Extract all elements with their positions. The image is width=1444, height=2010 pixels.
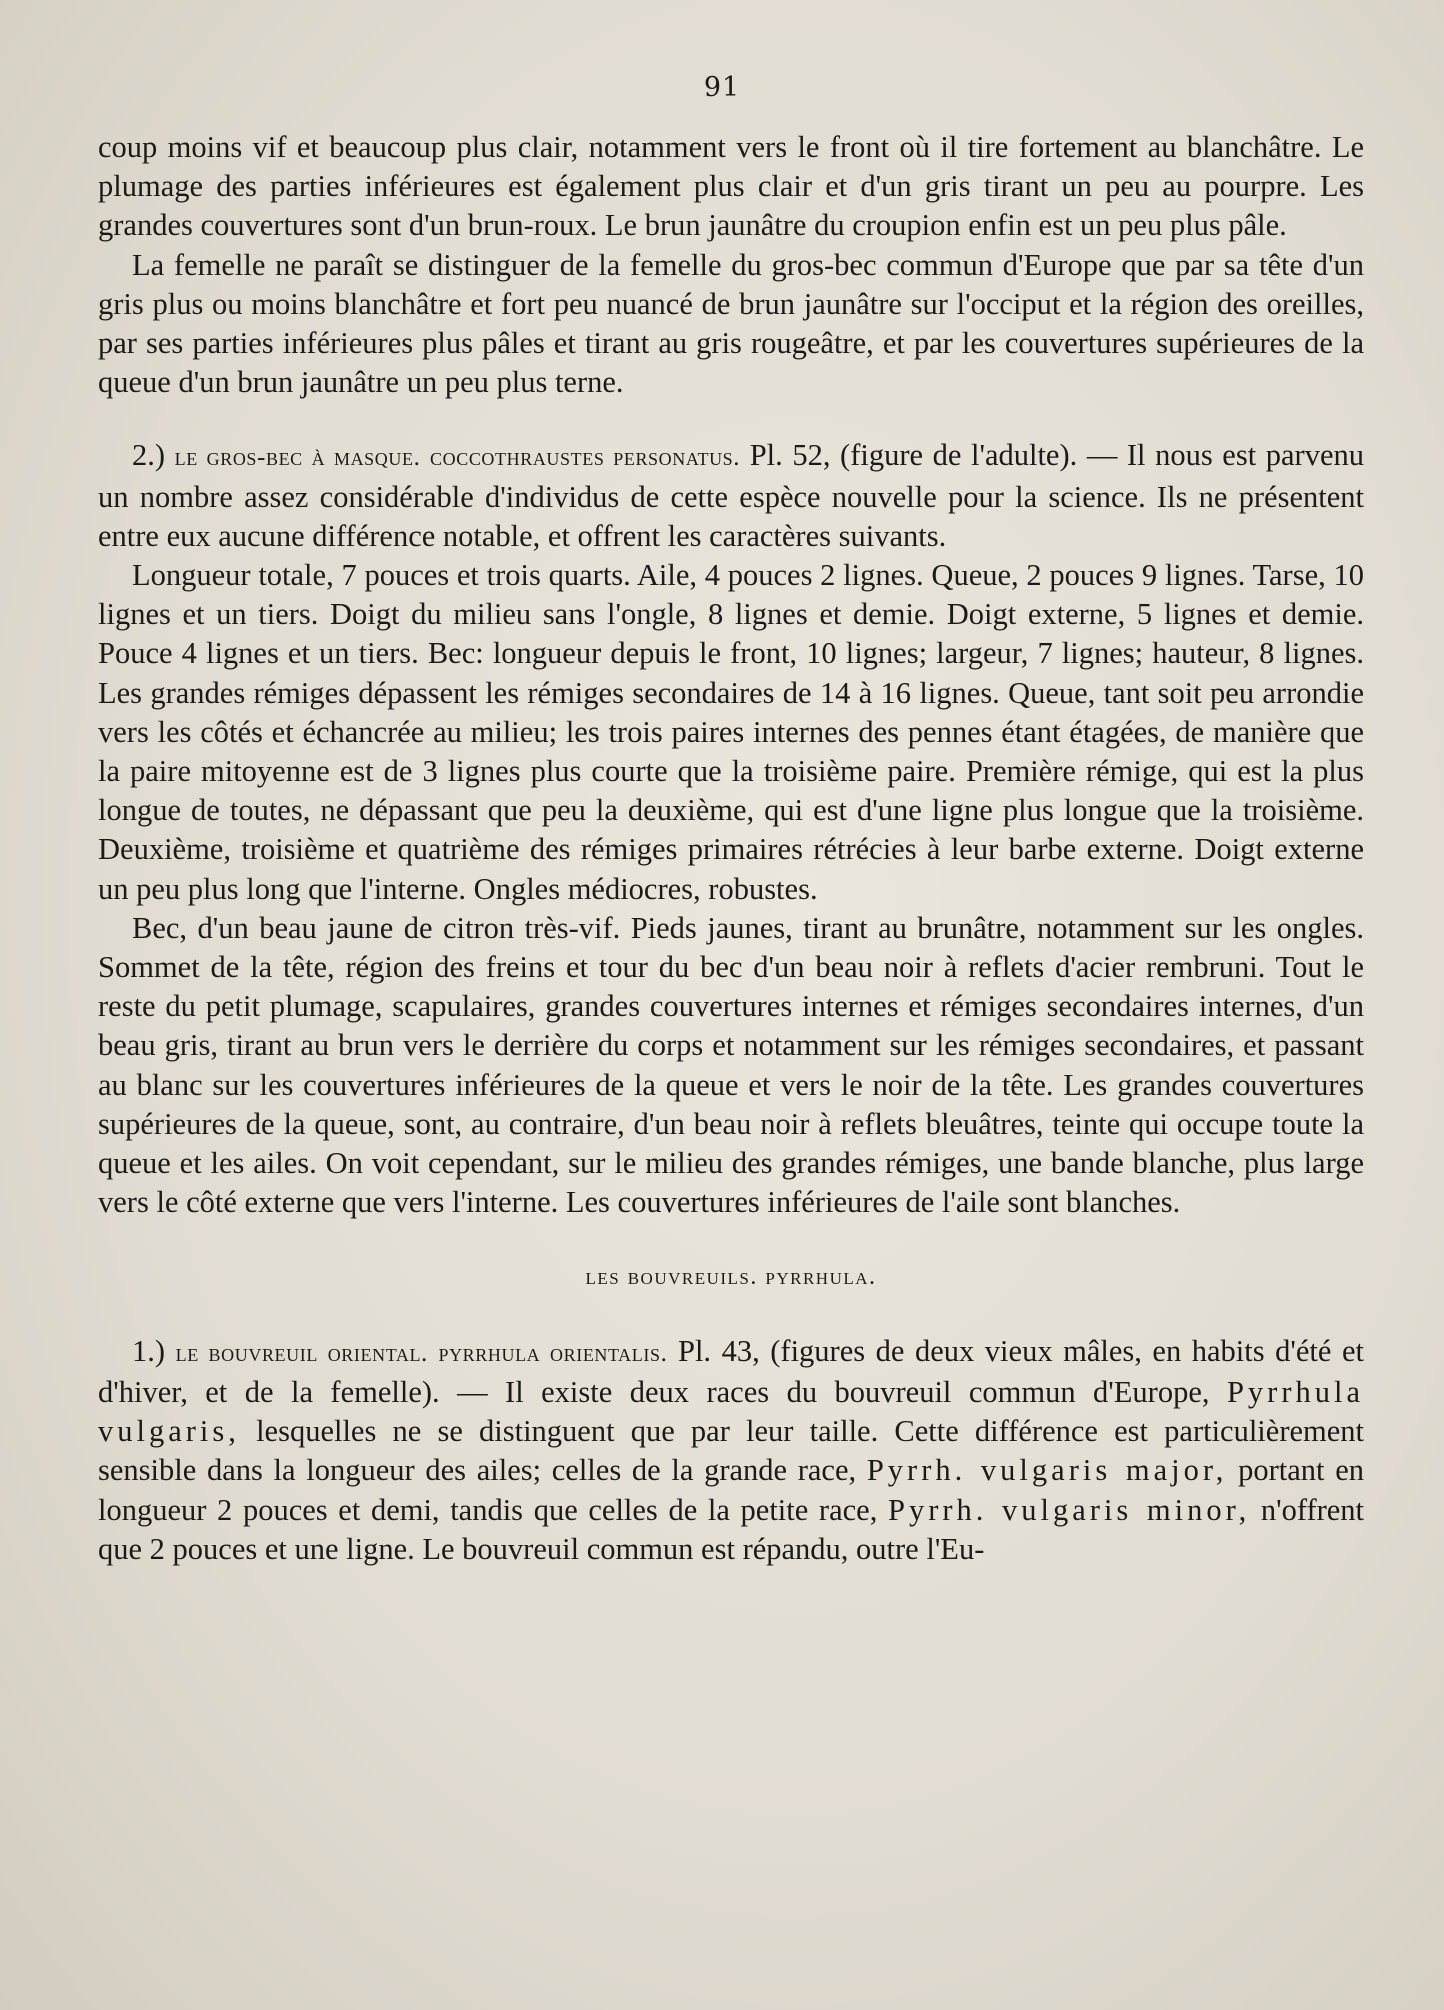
section-heading: les bouvreuils. pyrrhula. [585,1264,877,1291]
page-number: 91 [703,72,741,103]
entry-text-a: Pl. 43, (figures de deux vieux mâles, en habits d'été et d'hiver, et de la femelle). — Il existe deux races du bouvreuil commun d'Europe, [98,1333,1365,1409]
entry-number: 1.) [132,1333,166,1368]
species-name-french: le bouvreuil oriental. [175,1339,428,1367]
species-ref-1: Pyrrhula vulgaris, [98,1374,1364,1449]
species-name-latin: coccothraustes personatus. [430,444,741,472]
page-body [98,128,1364,1569]
paragraph-female: La femelle ne paraît se distinguer de la femelle du gros-bec commun d'Europe que par sa tête d'un gris plus ou moins blanchâtre et fort peu nuancé de brun jaunâtre sur l'occiput et la région des oreilles, par ses parties inférieures plus pâles et tirant au gris rougeâtre, et par les couvertures supérieures de la queue d'un brun jaunâtre un peu plus terne. [98,247,1364,400]
entry-text-d: n'offrent que 2 pouces et une ligne. Le bouvreuil commun est répandu, outre l'Eu- [98,1492,1365,1566]
entry-text-b: lesquelles ne se distinguent que par leur taille. Cette différence est particulièrement sensible dans la longueur des ailes; celles de la grande race, [98,1414,1364,1488]
entry-text-c: portant en longueur 2 pouces et demi, tandis que celles de la petite race, [98,1453,1365,1527]
paragraph-measurements: Longueur totale, 7 pouces et trois quarts. Aile, 4 pouces 2 lignes. Queue, 2 pouces 9 lignes. Tarse, 10 lignes et un tiers. Doigt du milieu sans l'ongle, 8 lignes et demie. Doigt externe, 5 lignes et demie. Pouce 4 lignes et un tiers. Bec: longueur depuis le front, 10 lignes; largeur, 7 lignes; hauteur, 8 lignes. Les grandes rémiges dépassent les rémiges secondaires de 14 à 16 lignes. Queue, tant soit peu arrondie vers les côtés et échancrée au milieu; les trois paires internes des pennes étant étagées, de manière que la paire mitoyenne est de 3 lignes plus courte que la troisième paire. Première rémige, qui est la plus longue de toutes, ne dépassant que peu la deuxième, qui est d'une ligne plus longue que la troisième. Deuxième, troisième et quatrième des rémiges primaires rétrécies à leur barbe externe. Doigt externe un peu plus long que l'interne. Ongles médiocres, robustes. [98,558,1364,906]
species-name-latin: pyrrhula orientalis. [438,1339,668,1367]
species-ref-2: Pyrrh. vulgaris major, [866,1453,1228,1488]
species-ref-3: Pyrrh. vulgaris minor, [887,1492,1251,1527]
paragraph-coloration: Bec, d'un beau jaune de citron très-vif. Pieds jaunes, tirant au brunâtre, notamment sur les ongles. Sommet de la tête, région des freins et tour du bec d'un beau noir à reflets d'acier rembruni. Tout le reste du petit plumage, scapulaires, grandes couvertures internes et rémiges secondaires internes, d'un beau gris, tirant au brun vers le derrière du corps et notamment sur les rémiges secondaires, et passant au blanc sur les couvertures inférieures de la queue et vers le noir de la tête. Les grandes couvertures supérieures de la queue, sont, au contraire, d'un beau noir à reflets bleuâtres, teinte qui occupe toute la queue et les ailes. On voit cependant, sur le milieu des grandes rémiges, une bande blanche, plus large vers le côté externe que vers l'interne. Les couvertures inférieures de l'aile sont blanches. [98,910,1364,1220]
species-name-french: le gros-bec à masque. [174,444,421,472]
entry-number: 2.) [132,438,166,473]
entry-gros-bec-a-masque [98,436,1364,556]
entry-bouvreuil-oriental [98,1332,1364,1569]
paragraph-continued: coup moins vif et beaucoup plus clair, notamment vers le front où il tire fortement au blanchâtre. Le plumage des parties inférieures est également plus clair et d'un gris tirant un peu au pourpre. Les grandes couvertures sont d'un brun-roux. Le brun jaunâtre du croupion enfin est un peu plus pâle. [98,130,1364,243]
entry-text: Pl. 52, (figure de l'adulte). — Il nous est parvenu un nombre assez considérable d'individus de cette espèce nouvelle pour la science. Ils ne présentent entre eux aucune différence notable, et offrent les caractères suivants. [98,438,1364,553]
